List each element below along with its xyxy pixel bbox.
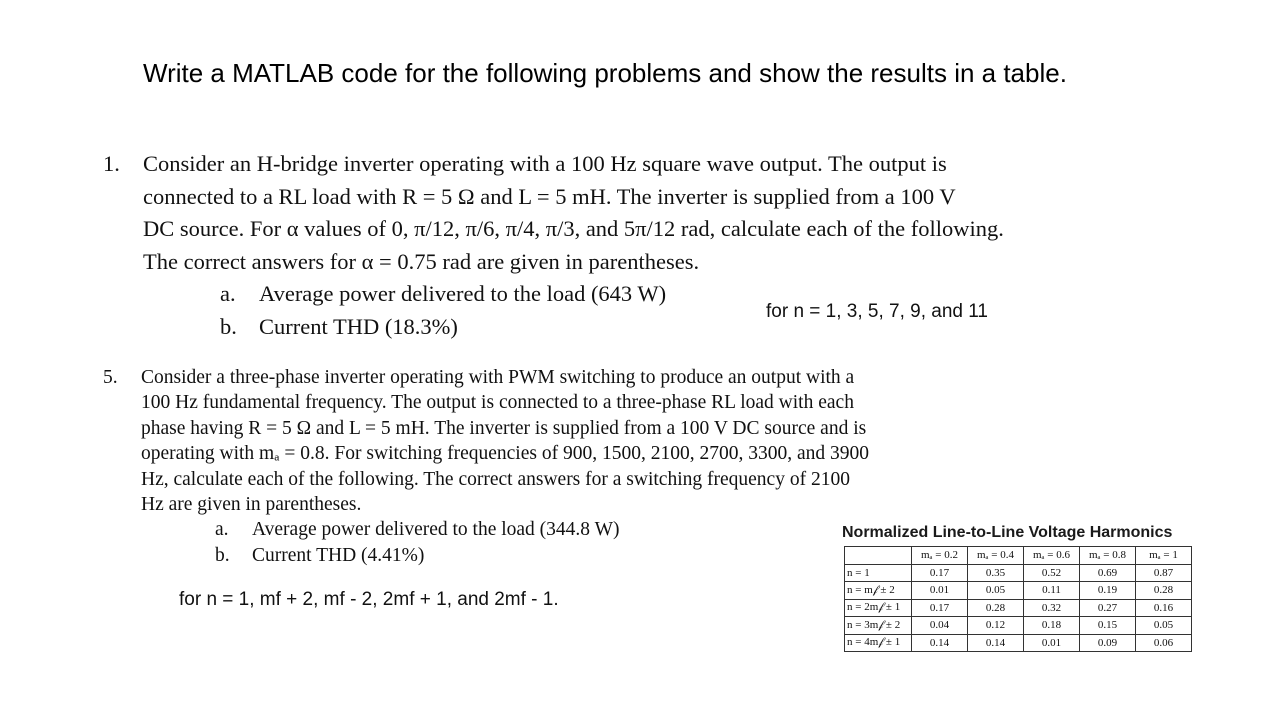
problem-5-line: operating with mₐ = 0.8. For switching frequencies of 900, 1500, 2100, 2700, 3300, and 3900 — [141, 443, 869, 465]
table-cell: 0.27 — [1080, 599, 1136, 617]
table-cell: 0.52 — [1024, 564, 1080, 582]
table-cell: 0.32 — [1024, 599, 1080, 617]
table-cell: 0.01 — [912, 582, 968, 600]
problem-5-item-a: a. Average power delivered to the load (344.8 W) — [215, 519, 620, 541]
table-cell: 0.06 — [1136, 634, 1192, 652]
problem-5-line: Hz are given in parentheses. — [141, 494, 362, 516]
table-cell: 0.12 — [968, 617, 1024, 635]
problem-5-line: 100 Hz fundamental frequency. The output is connected to a three-phase RL load with each — [141, 392, 854, 414]
table-row — [845, 617, 1192, 635]
table-cell: 0.04 — [912, 617, 968, 635]
table-cell: 0.01 — [1024, 634, 1080, 652]
table-cell: 0.19 — [1080, 582, 1136, 600]
table-header-row — [845, 547, 1192, 565]
table-row-label: n = 3m𝒻 ± 2 — [845, 617, 912, 635]
slide-title: Write a MATLAB code for the following problems and show the results in a table. — [143, 58, 1067, 88]
table-cell: 0.28 — [1136, 582, 1192, 600]
table-row — [845, 634, 1192, 652]
table-cell: 0.17 — [912, 564, 968, 582]
table-header-cell: mₐ = 0.6 — [1024, 547, 1080, 565]
table-cell: 0.16 — [1136, 599, 1192, 617]
table-cell: 0.14 — [912, 634, 968, 652]
problem-1-line: DC source. For α values of 0, π/12, π/6, π/4, π/3, and 5π/12 rad, calculate each of the following. — [143, 216, 1004, 241]
problem-5-line: Consider a three-phase inverter operating with PWM switching to produce an output with a — [141, 367, 855, 388]
table-header-cell: mₐ = 0.4 — [968, 547, 1024, 565]
table-cell: 0.11 — [1024, 582, 1080, 600]
problem-5-number: 5. — [103, 367, 118, 388]
problem-1-number: 1. — [103, 151, 120, 176]
table-header-cell: mₐ = 0.8 — [1080, 547, 1136, 565]
table-cell: 0.69 — [1080, 564, 1136, 582]
table-row — [845, 582, 1192, 600]
harmonics-table-title: Normalized Line-to-Line Voltage Harmonics — [842, 524, 1173, 541]
table-row-label: n = 2m𝒻 ± 1 — [845, 599, 912, 617]
problem-5-line: Hz, calculate each of the following. The correct answers for a switching frequency of 2100 — [141, 468, 850, 490]
table-cell: 0.87 — [1136, 564, 1192, 582]
table-corner-cell — [845, 547, 912, 565]
problem-1-item-b: b. Current THD (18.3%) — [220, 313, 458, 339]
table-row — [845, 564, 1192, 582]
table-row — [845, 599, 1192, 617]
table-cell: 0.14 — [968, 634, 1024, 652]
table-row-label: n = m𝒻 ± 2 — [845, 582, 912, 600]
table-header-cell: mₐ = 0.2 — [912, 547, 968, 565]
table-row-label: n = 4m𝒻 ± 1 — [845, 634, 912, 652]
table-cell: 0.18 — [1024, 617, 1080, 635]
note-harmonics-5: for n = 1, mf + 2, mf - 2, 2mf + 1, and 2mf - 1. — [179, 589, 559, 610]
table-row-label: n = 1 — [845, 564, 912, 582]
problem-5-item-b: b. Current THD (4.41%) — [215, 544, 425, 566]
problem-5-line: phase having R = 5 Ω and L = 5 mH. The inverter is supplied from a 100 V DC source and is — [141, 417, 867, 439]
table-cell: 0.05 — [1136, 617, 1192, 635]
note-harmonics-1: for n = 1, 3, 5, 7, 9, and 11 — [766, 301, 988, 322]
table-cell: 0.35 — [968, 564, 1024, 582]
table-cell: 0.17 — [912, 599, 968, 617]
problem-1-item-a: a. Average power delivered to the load (643 W) — [220, 281, 667, 306]
table-cell: 0.15 — [1080, 617, 1136, 635]
table-cell: 0.05 — [968, 582, 1024, 600]
problem-1-line: connected to a RL load with R = 5 Ω and L = 5 mH. The inverter is supplied from a 100 V — [143, 183, 956, 209]
table-cell: 0.09 — [1080, 634, 1136, 652]
harmonics-table — [844, 546, 1192, 652]
problem-1-line: The correct answers for α = 0.75 rad are given in parentheses. — [143, 248, 700, 274]
table-cell: 0.28 — [968, 599, 1024, 617]
problem-1-line: Consider an H-bridge inverter operating with a 100 Hz square wave output. The output is — [143, 151, 947, 176]
table-header-cell: mₐ = 1 — [1136, 547, 1192, 565]
harmonics-table-panel — [842, 524, 1214, 652]
